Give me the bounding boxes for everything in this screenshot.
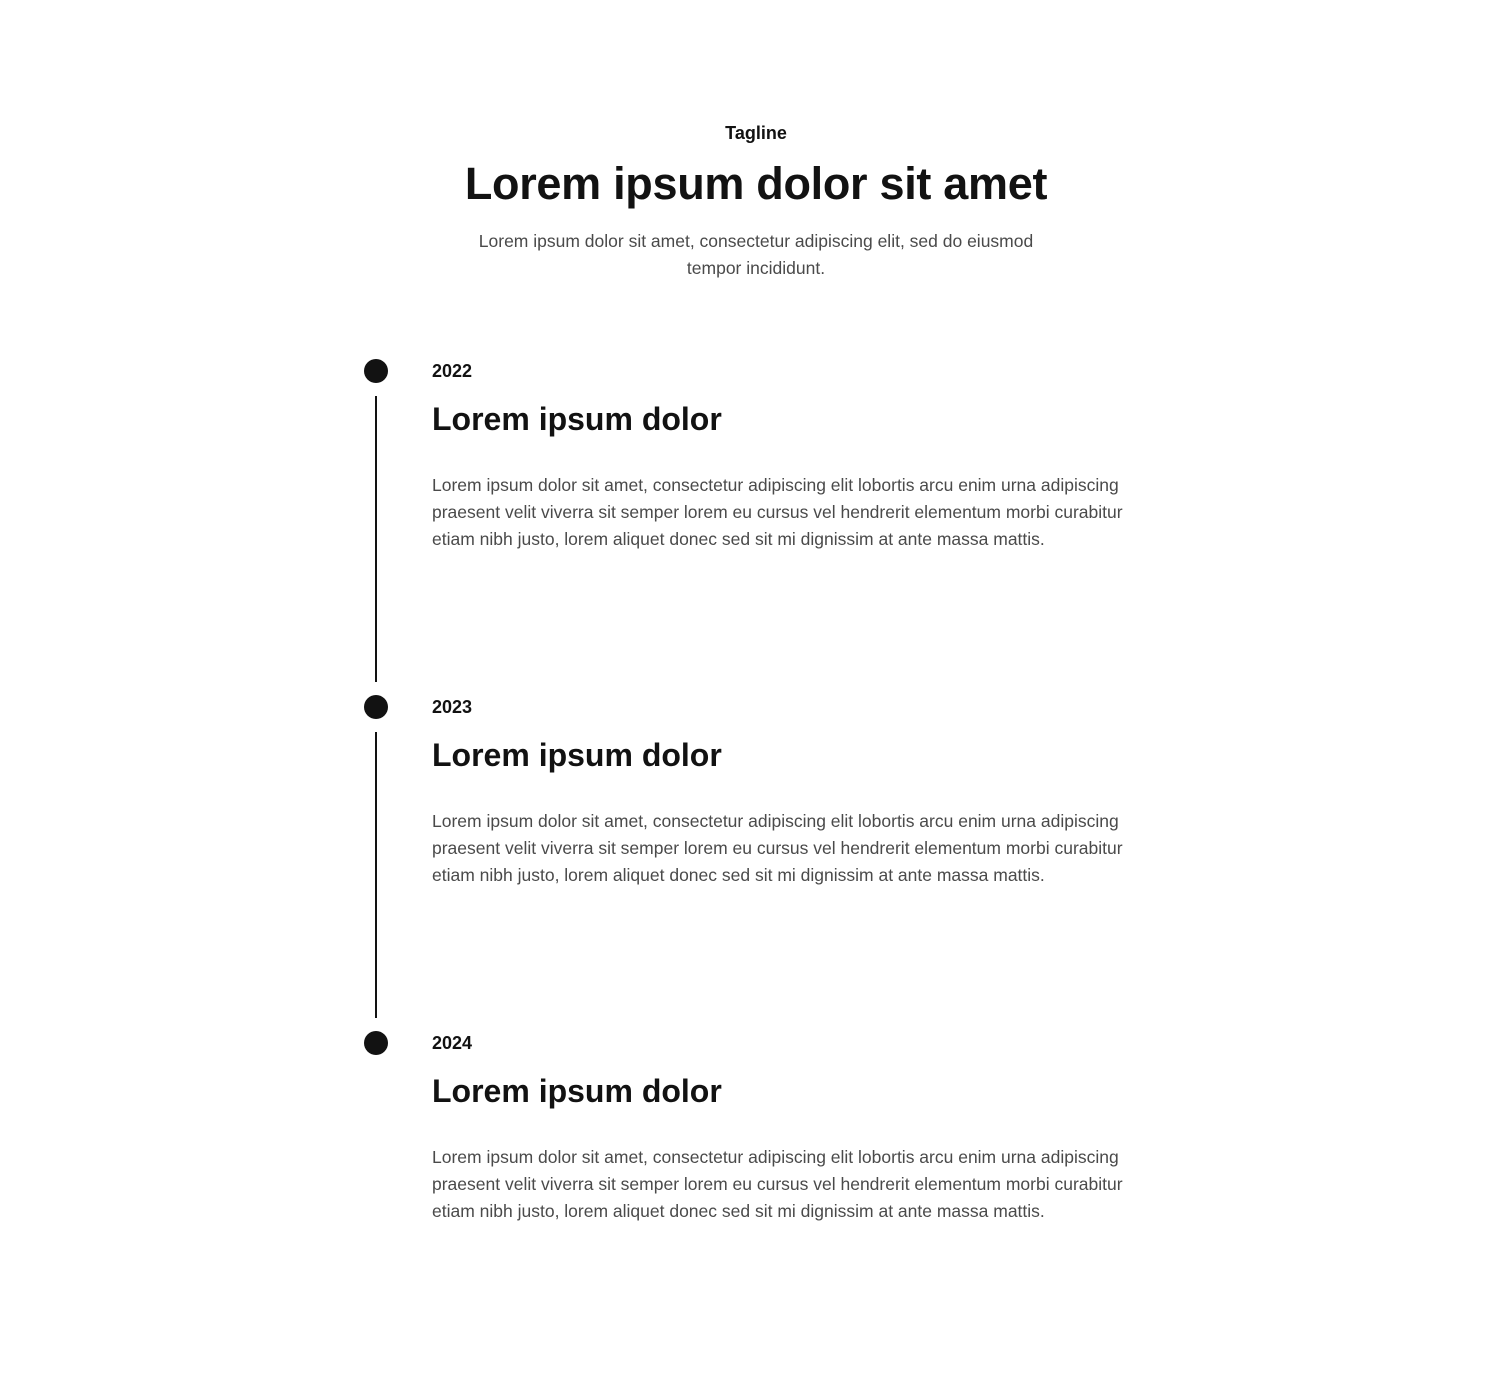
tagline: Tagline: [725, 123, 787, 143]
timeline-item-description: Lorem ipsum dolor sit amet, consectetur adipiscing elit lobortis arcu enim urna adipiscing praesent velit viverra sit semper lorem eu cursus vel hendrerit elementum morbi curabitur etiam nibh justo, lorem aliquet donec sed sit mi dignissim at ante massa mattis.: [432, 475, 1123, 549]
page-subtitle: Lorem ipsum dolor sit amet, consectetur adipiscing elit, sed do eiusmod tempor incididunt.: [478, 231, 1034, 278]
timeline-year: 2024: [432, 1033, 473, 1053]
timeline-year: 2023: [432, 697, 473, 717]
page-title: Lorem ipsum dolor sit amet: [464, 158, 1048, 209]
timeline-connector-line: [375, 732, 377, 1018]
timeline-year: 2022: [432, 361, 473, 381]
timeline-item-description: Lorem ipsum dolor sit amet, consectetur adipiscing elit lobortis arcu enim urna adipiscing praesent velit viverra sit semper lorem eu cursus vel hendrerit elementum morbi curabitur etiam nibh justo, lorem aliquet donec sed sit mi dignissim at ante massa mattis.: [432, 1147, 1123, 1221]
timeline-connector-line: [375, 396, 377, 682]
timeline-item-title: Lorem ipsum dolor: [432, 401, 722, 437]
timeline-dot-icon: [364, 1031, 388, 1055]
timeline-dot-icon: [364, 359, 388, 383]
timeline-item-description: Lorem ipsum dolor sit amet, consectetur adipiscing elit lobortis arcu enim urna adipiscing praesent velit viverra sit semper lorem eu cursus vel hendrerit elementum morbi curabitur etiam nibh justo, lorem aliquet donec sed sit mi dignissim at ante massa mattis.: [432, 811, 1123, 885]
timeline-dot-icon: [364, 695, 388, 719]
timeline-item-title: Lorem ipsum dolor: [432, 737, 722, 773]
timeline-item-title: Lorem ipsum dolor: [432, 1073, 722, 1109]
